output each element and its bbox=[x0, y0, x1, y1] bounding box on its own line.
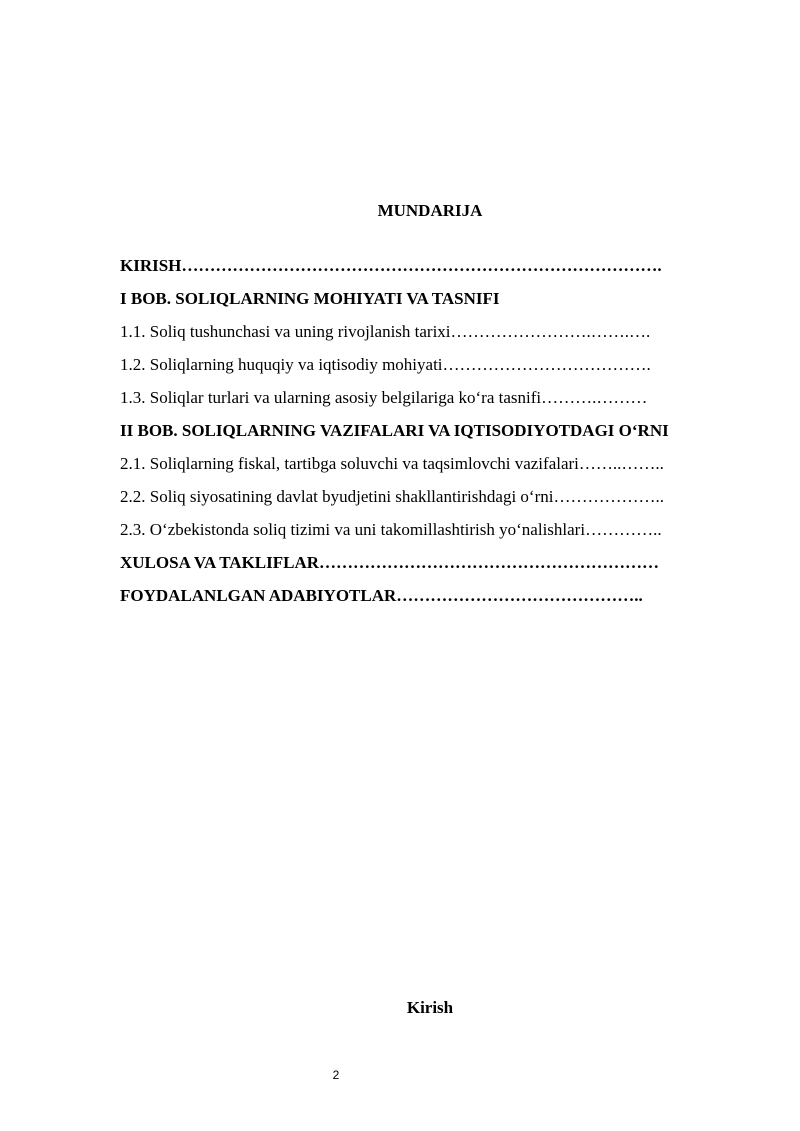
toc-entry-chapter-2: II BOB. SOLIQLARNING VAZIFALARI VA IQTISODIYOTDAGI O‘RNI bbox=[120, 421, 669, 440]
toc-entry-2-1: 2.1. Soliqlarning fiskal, tartibga soluvchi va taqsimlovchi vazifalari……..…….. bbox=[120, 454, 664, 473]
toc-entry-1-3: 1.3. Soliqlar turlari va ularning asosiy belgilariga ko‘ra tasnifi……….……… bbox=[120, 388, 648, 407]
page-number: 2 bbox=[332, 1068, 340, 1082]
section-heading-kirish: Kirish bbox=[406, 998, 454, 1017]
toc-entry-adabiyotlar: FOYDALANLGAN ADABIYOTLAR…………………………………….. bbox=[120, 586, 643, 605]
toc-entry-1-2: 1.2. Soliqlarning huquqiy va iqtisodiy mohiyati………………………………. bbox=[120, 355, 651, 374]
toc-entry-chapter-1: I BOB. SOLIQLARNING MOHIYATI VA TASNIFI bbox=[120, 289, 500, 308]
toc-entry-2-3: 2.3. O‘zbekistonda soliq tizimi va uni takomillashtirish yo‘nalishlari………….. bbox=[120, 520, 662, 539]
toc-entry-1-1: 1.1. Soliq tushunchasi va uning rivojlanish tarixi…………………….…….…. bbox=[120, 322, 651, 341]
toc-entry-2-2: 2.2. Soliq siyosatining davlat byudjetini shakllantirishdagi o‘rni……………….. bbox=[120, 487, 664, 506]
toc-entry-kirish: KIRISH…………………………………………………………………………. bbox=[120, 256, 662, 275]
table-of-contents bbox=[120, 249, 780, 612]
toc-title: MUNDARIJA bbox=[377, 201, 483, 220]
toc-entry-xulosa: XULOSA VA TAKLIFLAR…………………………………………………… bbox=[120, 553, 660, 572]
